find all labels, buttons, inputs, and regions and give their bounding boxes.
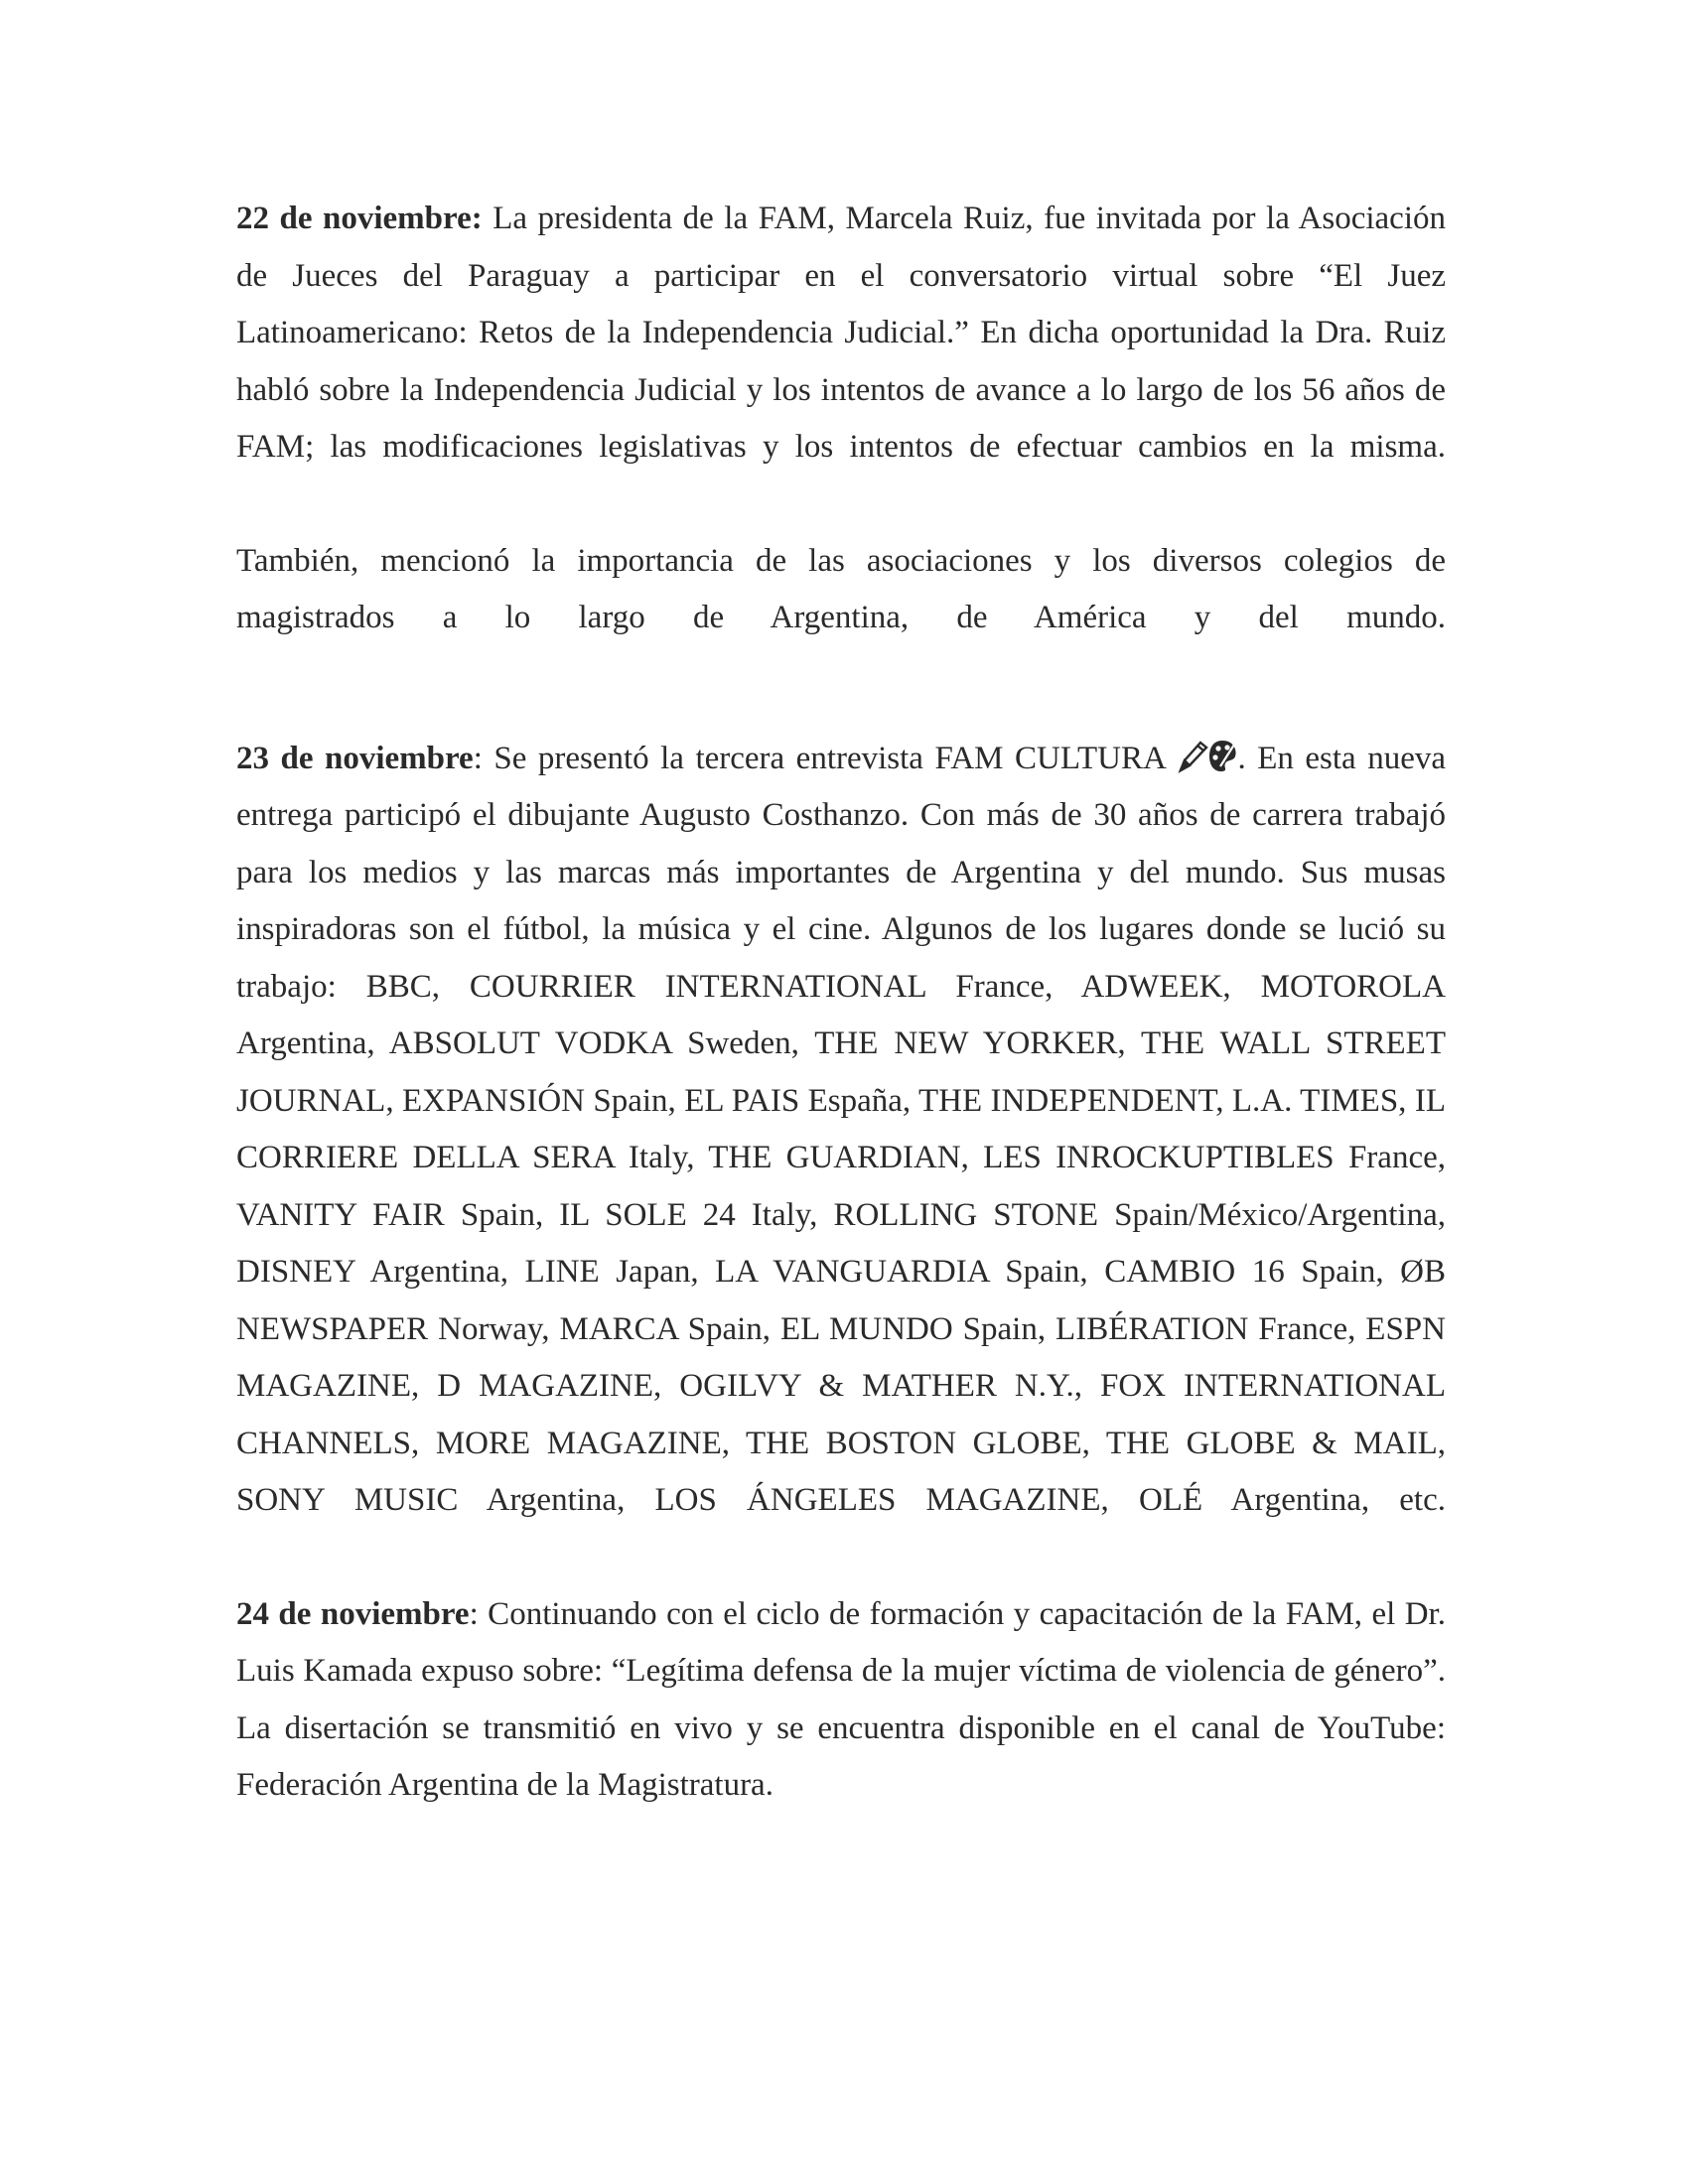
pencil-and-palette-icon	[1177, 737, 1238, 774]
entry-text: La presidenta de la FAM, Marcela Ruiz, fue invitada por la Asociación de Jueces del Paraguay a participar en el conversatorio virtual sobre “El Juez Latinoamericano: Retos de la Independencia Judicial.” En dicha oportunidad la Dra. Ruiz habló sobre la Independencia Judicial y los intentos de avance a lo largo de los 56 años de FAM; las modificaciones legislativas y los intentos de efectuar cambios en la misma.	[236, 201, 1446, 465]
document-body	[236, 191, 1446, 1815]
entry-text: : Continuando con el ciclo de formación y capacitación de la FAM, el Dr. Luis Kamada expuso sobre: “Legítima defensa de la mujer víctima de violencia de género”. La disertación se transmitió en vivo y se encuentra disponible en el canal de YouTube: Federación Argentina de la Magistratura.	[236, 1595, 1446, 1803]
entry-text: . En esta nueva entrega participó el dibujante Augusto Costhanzo. Con más de 30 años de carrera trabajó para los medios y las marcas más importantes de Argentina y del mundo. Sus musas inspiradoras son el fútbol, la música y el cine. Algunos de los lugares donde se lució su trabajo: BBC, COURRIER INTERNATIONAL France, ADWEEK, MOTOROLA Argentina, ABSOLUT VODKA Sweden, THE NEW YORKER, THE WALL STREET JOURNAL, EXPANSIÓN Spain, EL PAIS España, THE INDEPENDENT, L.A. TIMES, IL CORRIERE DELLA SERA Italy, THE GUARDIAN, LES INROCKUPTIBLES France, VANITY FAIR Spain, IL SOLE 24 Italy, ROLLING STONE Spain/México/Argentina, DISNEY Argentina, LINE Japan, LA VANGUARDIA Spain, CAMBIO 16 Spain, ØB NEWSPAPER Norway, MARCA Spain, EL MUNDO Spain, LIBÉRATION France, ESPN MAGAZINE, D MAGAZINE, OGILVY & MATHER N.Y., FOX INTERNATIONAL CHANNELS, MORE MAGAZINE, THE BOSTON GLOBE, THE GLOBE & MAIL, SONY MUSIC Argentina, LOS ÁNGELES MAGAZINE, OLÉ Argentina, etc.	[236, 740, 1446, 1518]
entry-tambien-paragraph	[236, 533, 1446, 647]
entry-date: 23 de noviembre	[236, 740, 474, 776]
paragraph-spacer	[236, 647, 1446, 731]
entry-date: 24 de noviembre	[236, 1595, 470, 1632]
entry-text: : Se presentó la tercera entrevista FAM CULTURA	[473, 740, 1177, 776]
entry-23-noviembre	[236, 731, 1446, 1530]
entry-date: 22 de noviembre:	[236, 201, 483, 236]
paragraph-spacer	[236, 477, 1446, 533]
entry-24-noviembre	[236, 1586, 1446, 1815]
entry-22-noviembre	[236, 191, 1446, 477]
paragraph-spacer	[236, 1530, 1446, 1586]
entry-text: También, mencionó la importancia de las asociaciones y los diversos colegios de magistrados a lo largo de Argentina, de América y del mundo.	[236, 542, 1446, 635]
